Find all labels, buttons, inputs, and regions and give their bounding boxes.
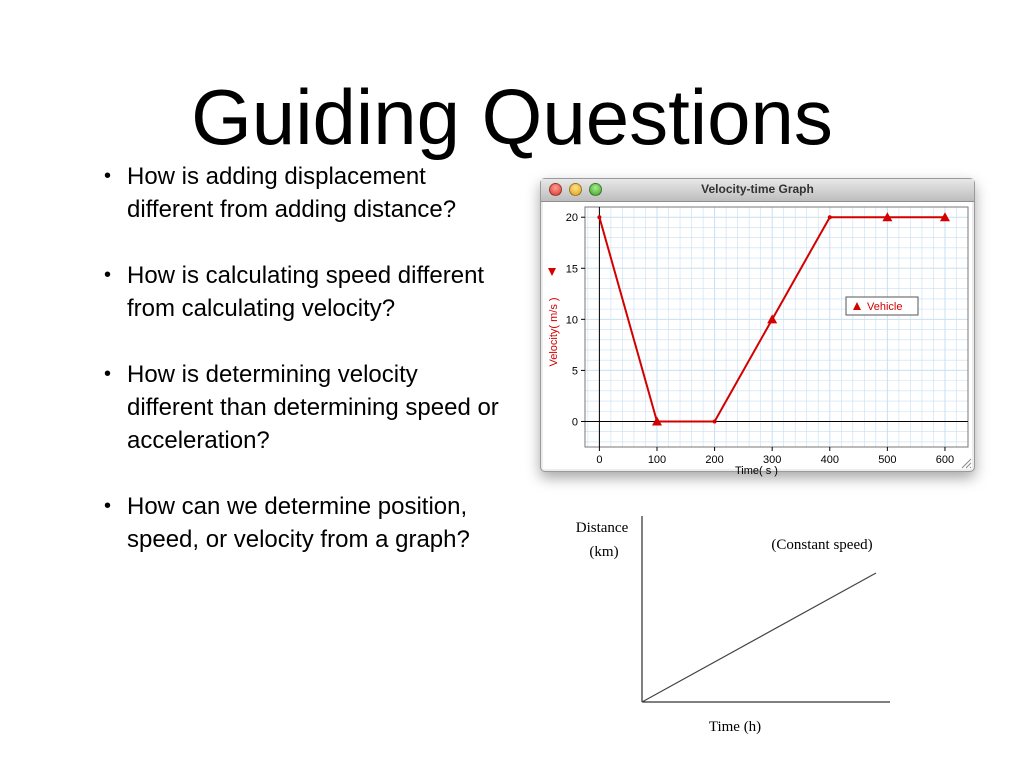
resize-grip-icon[interactable]: [960, 457, 972, 469]
x-tick-label: 400: [820, 454, 839, 466]
bullet-item: • How is calculating speed different from calculating velocity?: [100, 259, 500, 325]
x-tick-label: 600: [935, 454, 955, 466]
x-tick-label: 200: [705, 454, 724, 466]
bullet-list: [100, 160, 500, 589]
velocity-plot-panel: [543, 202, 972, 477]
y-tick-label: 10: [565, 314, 578, 327]
legend: [846, 297, 918, 315]
velocity-graph-window: [540, 178, 975, 477]
window-titlebar[interactable]: [541, 179, 974, 202]
x-tick-label: 300: [763, 454, 782, 466]
y-axis-label: Distance: [575, 520, 629, 536]
x-axis-label: Time (h): [708, 719, 762, 735]
y-axis-series-marker: [548, 268, 556, 276]
x-tick-label: 100: [647, 454, 667, 466]
slide-title: Guiding Questions: [191, 73, 833, 161]
y-axis-label: Velocity( m/s ): [548, 297, 560, 367]
x-tick-label: 0: [596, 454, 603, 466]
series-line: [642, 573, 876, 702]
distance-time-chart: [560, 510, 900, 740]
bullet-item: • How is determining velocity different than determining speed or acceleration?: [100, 358, 500, 457]
y-tick-label: 15: [565, 263, 578, 276]
bullet-item: • How can we determine position, speed, or velocity from a graph?: [100, 490, 500, 556]
distance-time-graph: [560, 510, 900, 740]
y-tick-label: 0: [571, 416, 578, 429]
x-tick-label: 500: [878, 454, 897, 466]
velocity-time-chart: [543, 202, 972, 477]
y-tick-label: 20: [565, 212, 578, 225]
y-axis-label-unit: (km): [589, 544, 619, 560]
annotation-constant-speed: (Constant speed): [771, 537, 873, 553]
window-title: Velocity-time Graph: [701, 182, 814, 196]
y-tick-label: 5: [571, 365, 578, 378]
y-axis-label-group: [548, 268, 560, 367]
data-point: [828, 215, 832, 219]
legend-label: Vehicle: [867, 301, 903, 313]
x-axis-label: Time( s ): [735, 465, 778, 477]
bullet-item: • How is adding displacement different from adding distance?: [100, 160, 500, 226]
data-point: [713, 419, 717, 423]
data-point: [597, 215, 601, 219]
